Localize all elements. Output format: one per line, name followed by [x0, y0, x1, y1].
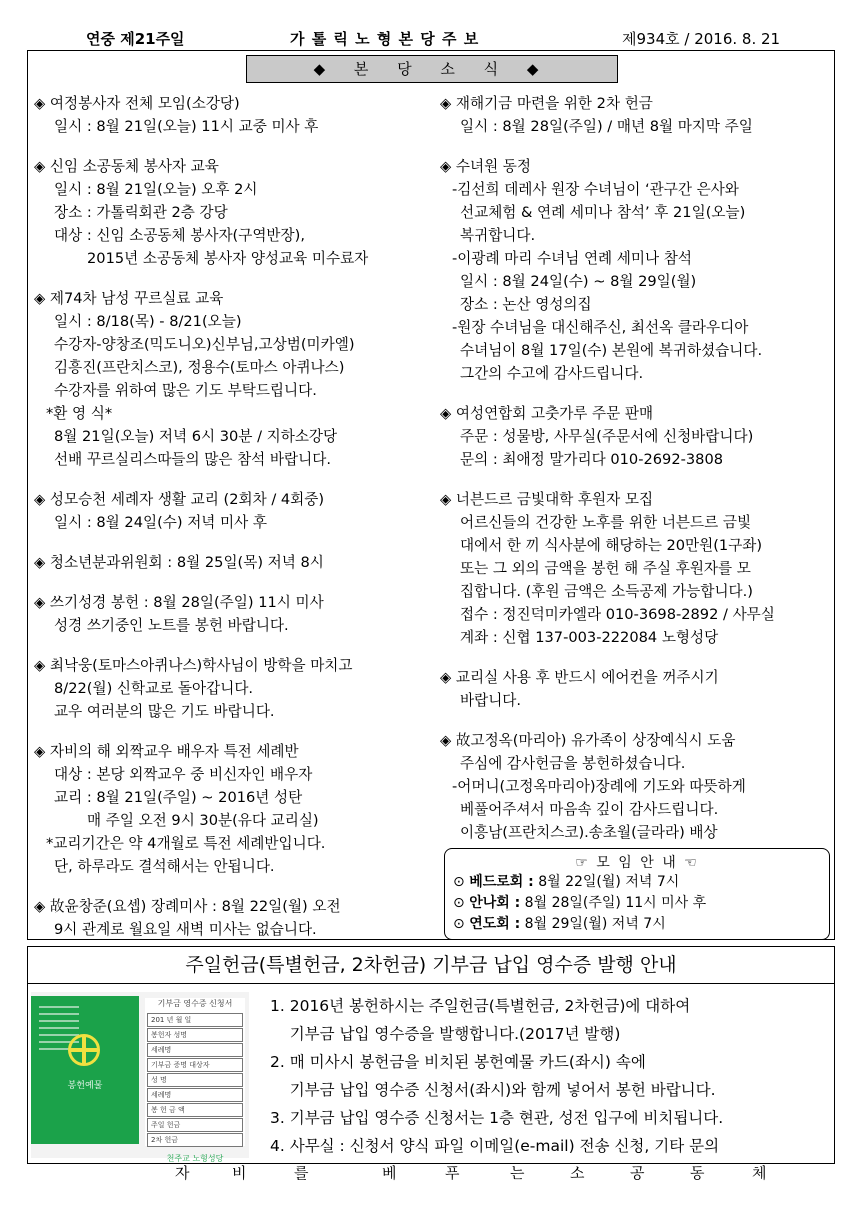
- motto-char: 를: [294, 1164, 309, 1182]
- meeting-group: 안나회 :: [469, 895, 521, 911]
- meeting-row: [453, 893, 829, 914]
- news-detail-line: 수강자를 위하여 많은 기도 부탁드립니다.: [54, 382, 317, 399]
- news-detail-line: 바랍니다.: [460, 692, 522, 709]
- news-heading: ◈ 제74차 남성 꾸르실료 교육: [34, 287, 434, 310]
- meeting-time: 8월 29일(월) 저녁 7시: [520, 916, 666, 932]
- news-heading: ◈ 故고정옥(마리아) 유가족이 상장예식시 도움: [440, 729, 835, 752]
- news-detail-line: -원장 수녀님을 대신해주신, 최선옥 클라우디아: [452, 319, 749, 336]
- motto-char: 푸: [445, 1164, 460, 1182]
- cross-emblem-icon: [68, 1034, 100, 1066]
- receipt-instruction-line: 기부금 납입 영수증을 발행합니다.(2017년 발행): [270, 1025, 621, 1043]
- motto-char: 공: [630, 1164, 645, 1182]
- form-cell: 세례명: [147, 1043, 243, 1057]
- envelope-label: 봉헌예물: [67, 1081, 103, 1091]
- news-detail-line: 교리 : 8월 21일(주일) ~ 2016년 성탄: [54, 789, 303, 806]
- form-cell: 2차 헌금: [147, 1133, 243, 1147]
- news-heading: ◈ 故윤창준(요셉) 장례미사 : 8월 22일(월) 오전: [34, 895, 434, 918]
- news-detail-line: 주문 : 성물방, 사무실(주문서에 신청바랍니다): [460, 428, 754, 445]
- receipt-instruction-line: 2. 매 미사시 봉헌금을 비치된 봉헌예물 카드(좌시) 속에: [270, 1053, 646, 1071]
- news-detail-line: 또는 그 외의 금액을 봉헌 해 주실 후원자를 모: [460, 560, 751, 577]
- offering-card-image: [31, 992, 249, 1163]
- receipt-instruction-line: 기부금 납입 영수증 신청서(좌시)와 함께 넣어서 봉헌 바랍니다.: [270, 1081, 716, 1099]
- news-heading: ◈ 너븐드르 금빛대학 후원자 모집: [440, 488, 835, 511]
- meeting-time: 8월 28일(주일) 11시 미사 후: [520, 895, 707, 911]
- meeting-time: 8월 22일(월) 저녁 7시: [533, 874, 680, 890]
- news-detail-line: 접수 : 정진덕미카엘라 010-3698-2892 / 사무실: [460, 606, 775, 623]
- news-detail-line: 베풀어주셔서 마음속 깊이 감사드립니다.: [460, 801, 719, 818]
- bullet-circle-icon: ⊙: [453, 874, 465, 890]
- meeting-group: 연도회 :: [469, 916, 521, 932]
- meeting-notice-box: [444, 848, 830, 940]
- meeting-row: [453, 872, 829, 893]
- news-detail-line: 수녀님이 8월 17일(수) 본원에 복귀하셨습니다.: [460, 342, 763, 359]
- form-cell: 주일 헌금: [147, 1118, 243, 1132]
- form-cell: 봉 헌 금 액: [147, 1103, 243, 1117]
- news-heading: ◈ 신임 소공동체 봉사자 교육: [34, 155, 434, 178]
- news-detail-line: 선교체험 & 연례 세미나 참석’ 후 21일(오늘): [460, 204, 746, 221]
- bullet-circle-icon: ⊙: [453, 916, 465, 932]
- news-detail-line: 계좌 : 신협 137-003-222084 노형성당: [460, 629, 719, 646]
- motto-char: 비: [232, 1164, 247, 1182]
- section-banner: ◆ 본 당 소 식 ◆: [246, 55, 618, 83]
- news-detail-line: 단, 하루라도 결석해서는 안됩니다.: [54, 858, 275, 875]
- news-detail-line: 교우 여러분의 많은 기도 바랍니다.: [54, 703, 275, 720]
- news-detail-line: 9시 관계로 월요일 새벽 미사는 없습니다.: [54, 921, 317, 938]
- news-detail-line: 문의 : 최애정 말가리다 010-2692-3808: [460, 451, 724, 468]
- news-detail-line: 대에서 한 끼 식사분에 해당하는 20만원(1구좌): [460, 537, 763, 554]
- receipt-instruction-line: 1. 2016년 봉헌하시는 주일헌금(특별헌금, 2차헌금)에 대하여: [270, 997, 691, 1015]
- issue-number: 제934호 / 2016. 8. 21: [622, 30, 781, 48]
- news-detail-line: 일시 : 8월 28일(주일) / 매년 8월 마지막 주일: [460, 118, 753, 135]
- bullet-circle-icon: ⊙: [453, 895, 465, 911]
- news-detail-line: 복귀합니다.: [460, 227, 536, 244]
- news-detail-line: 8/22(월) 신학교로 돌아갑니다.: [54, 680, 254, 697]
- receipt-instruction-line: 3. 기부금 납입 영수증 신청서는 1층 현관, 성전 입구에 비치됩니다.: [270, 1109, 724, 1127]
- news-detail-line: 장소 : 논산 영성의집: [460, 296, 592, 313]
- news-heading: ◈ 자비의 해 외짝교우 배우자 특전 세례반: [34, 740, 434, 763]
- news-detail-line: 일시 : 8월 24일(수) ~ 8월 29일(월): [460, 273, 697, 290]
- news-detail-line: 일시 : 8월 21일(오늘) 11시 교중 미사 후: [54, 118, 319, 135]
- news-detail-line: -어머니(고정옥마리아)장례에 기도와 따뜻하게: [452, 778, 746, 795]
- news-detail-line: 성경 쓰기중인 노트를 봉헌 바랍니다.: [54, 617, 289, 634]
- news-heading: ◈ 수녀원 동정: [440, 155, 835, 178]
- news-heading: ◈ 여성연합회 고춧가루 주문 판매: [440, 402, 835, 425]
- news-detail-line: *교리기간은 약 4개월로 특전 세례반입니다.: [46, 835, 326, 852]
- news-detail-line: 매 주일 오전 9시 30분(유다 교리실): [87, 812, 319, 829]
- news-heading: ◈ 재해기금 마련을 위한 2차 헌금: [440, 92, 835, 115]
- bulletin-title: 가 톨 릭 노 형 본 당 주 보: [290, 30, 480, 48]
- motto-char: 소: [570, 1164, 585, 1182]
- news-heading: ◈ 쓰기성경 봉헌 : 8월 28일(주일) 11시 미사: [34, 591, 434, 614]
- form-cell: 봉헌자 성명: [147, 1028, 243, 1042]
- receipt-application-form: [145, 998, 245, 1163]
- meeting-notice-title: ☞ 모 임 안 내 ☜: [575, 855, 699, 871]
- news-detail-line: 일시 : 8/18(목) - 8/21(오늘): [54, 313, 242, 330]
- form-cell: 기부금 증명 대상자: [147, 1058, 243, 1072]
- news-detail-line: 수강자-양창조(믹도니오)신부님,고상범(미카엘): [54, 336, 355, 353]
- news-detail-line: 어르신들의 건강한 노후를 위한 너븐드르 금빛: [460, 514, 752, 531]
- motto-char: 베: [382, 1164, 397, 1182]
- receipt-instructions: [270, 992, 723, 1160]
- news-detail-line: 일시 : 8월 24일(수) 저녁 미사 후: [54, 514, 267, 531]
- news-detail-line: 그간의 수고에 감사드립니다.: [460, 365, 644, 382]
- news-heading: ◈ 여정봉사자 전체 모임(소강당): [34, 92, 434, 115]
- motto-char: 체: [752, 1164, 767, 1182]
- news-detail-line: 2015년 소공동체 봉사자 양성교육 미수료자: [87, 250, 369, 267]
- receipt-notice-title: 주일헌금(특별헌금, 2차헌금) 기부금 납입 영수증 발행 안내: [27, 946, 835, 984]
- news-detail-line: -김선희 데레사 원장 수녀님이 ‘관구간 은사와: [452, 181, 739, 198]
- left-news-column: [34, 92, 434, 941]
- news-heading: ◈ 청소년분과위원회 : 8월 25일(목) 저녁 8시: [34, 551, 434, 574]
- news-detail-line: 이흥남(프란치스코).송초월(글라라) 배상: [460, 824, 718, 841]
- news-detail-line: 장소 : 가톨릭회관 2층 강당: [54, 204, 228, 221]
- news-detail-line: *환 영 식*: [46, 405, 113, 422]
- news-detail-line: -이광례 마리 수녀님 연례 세미나 참석: [452, 250, 692, 267]
- news-heading: ◈ 최낙웅(토마스아퀴나스)학사님이 방학을 마치고: [34, 654, 434, 677]
- motto-char: 동: [690, 1164, 705, 1182]
- news-heading: ◈ 교리실 사용 후 반드시 에어컨을 꺼주시기: [440, 666, 835, 689]
- news-detail-line: 집합니다. (후원 금액은 소득공제 가능합니다.): [460, 583, 753, 600]
- parish-logo: 천주교 노형성당: [166, 1154, 224, 1163]
- right-news-column: [440, 92, 835, 844]
- news-detail-line: 대상 : 본당 외짝교우 중 비신자인 배우자: [54, 766, 313, 783]
- motto-char: 는: [510, 1164, 525, 1182]
- receipt-instruction-line: 4. 사무실 : 신청서 양식 파일 이메일(e-mail) 전송 신청, 기타 문의: [270, 1137, 720, 1155]
- motto-char: 자: [175, 1164, 190, 1182]
- form-cell: 201 년 월 일: [147, 1013, 243, 1027]
- news-detail-line: 선배 꾸르실리스따들의 많은 참석 바랍니다.: [54, 451, 331, 468]
- meeting-group: 베드로회 :: [469, 874, 534, 890]
- form-cell: 성 명: [147, 1073, 243, 1087]
- liturgical-week: 연중 제21주일: [86, 30, 185, 48]
- offering-envelope: [31, 996, 139, 1144]
- meeting-row: [453, 914, 829, 935]
- form-cell: 세례명: [147, 1088, 243, 1102]
- news-detail-line: 일시 : 8월 21일(오늘) 오후 2시: [54, 181, 258, 198]
- news-detail-line: 대상 : 신임 소공동체 봉사자(구역반장),: [54, 227, 305, 244]
- news-detail-line: 김흥진(프란치스코), 정용수(토마스 아퀴나스): [54, 359, 345, 376]
- form-title: 기부금 영수증 신청서: [157, 999, 233, 1008]
- news-heading: ◈ 성모승천 세례자 생활 교리 (2회차 / 4회중): [34, 488, 434, 511]
- news-detail-line: 주심에 감사헌금을 봉헌하셨습니다.: [460, 755, 686, 772]
- news-detail-line: 8월 21일(오늘) 저녁 6시 30분 / 지하소강당: [54, 428, 338, 445]
- page-header: [0, 28, 860, 52]
